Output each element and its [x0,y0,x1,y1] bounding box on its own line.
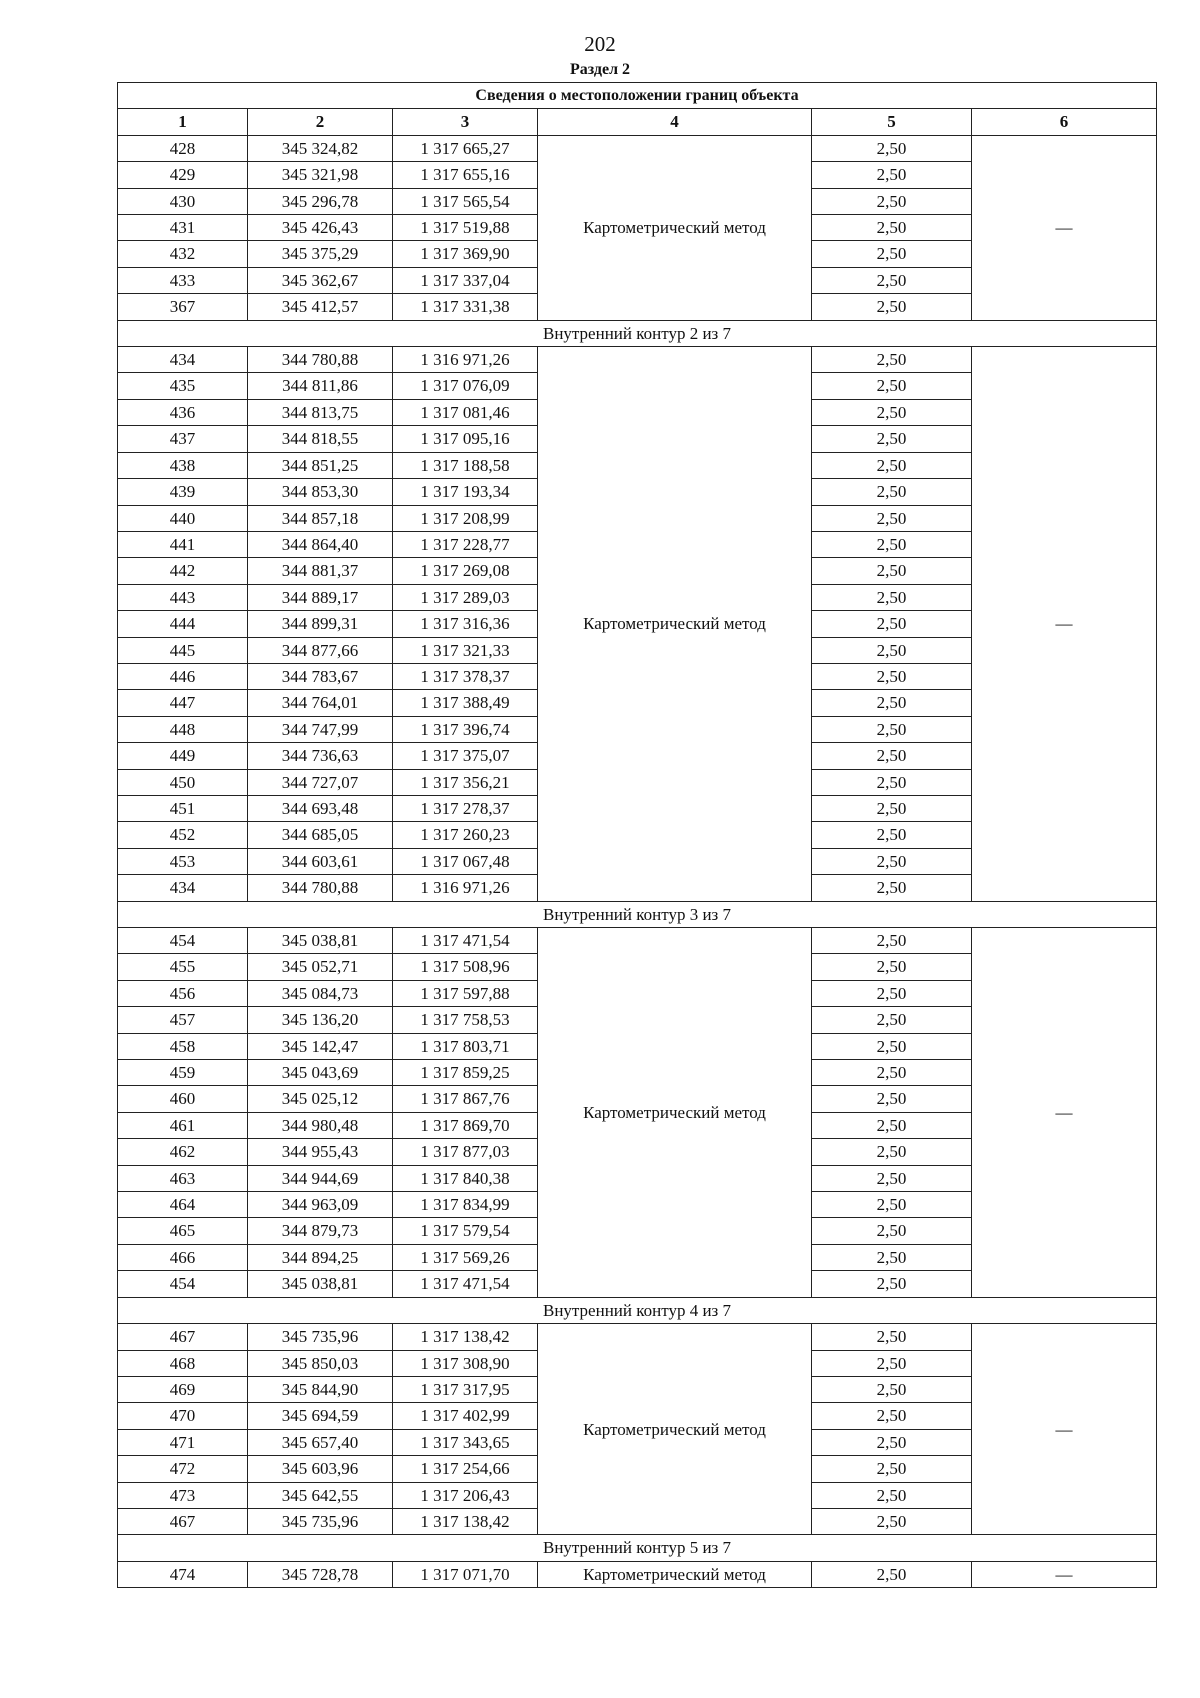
coordinate-y: 1 317 206,43 [393,1482,538,1508]
coordinate-x: 345 603,96 [248,1456,393,1482]
coordinate-x: 345 038,81 [248,1271,393,1297]
boundaries-table [117,82,1157,1588]
precision: 2,50 [812,1033,972,1059]
point-number: 431 [118,215,248,241]
point-number: 429 [118,162,248,188]
coordinate-x: 344 747,99 [248,716,393,742]
column-number: 2 [248,109,393,135]
coordinate-x: 344 980,48 [248,1112,393,1138]
contour-row [118,1535,1157,1561]
coordinate-y: 1 317 655,16 [393,162,538,188]
coordinate-y: 1 317 867,76 [393,1086,538,1112]
precision: 2,50 [812,1350,972,1376]
point-number: 445 [118,637,248,663]
precision: 2,50 [812,1218,972,1244]
coordinate-y: 1 317 859,25 [393,1060,538,1086]
coordinate-x: 345 694,59 [248,1403,393,1429]
coordinate-y: 1 317 337,04 [393,267,538,293]
point-number: 465 [118,1218,248,1244]
point-number: 463 [118,1165,248,1191]
precision: 2,50 [812,1086,972,1112]
precision: 2,50 [812,1192,972,1218]
precision: 2,50 [812,399,972,425]
precision: 2,50 [812,558,972,584]
precision: 2,50 [812,822,972,848]
coordinate-y: 1 317 869,70 [393,1112,538,1138]
precision: 2,50 [812,743,972,769]
point-number: 447 [118,690,248,716]
method-cell: Картометрический метод [538,1561,812,1587]
method-cell: Картометрический метод [538,928,812,1298]
coordinate-x: 344 818,55 [248,426,393,452]
coordinate-x: 345 296,78 [248,188,393,214]
coordinate-x: 344 853,30 [248,479,393,505]
method-cell: Картометрический метод [538,347,812,902]
coordinate-x: 344 780,88 [248,347,393,373]
coordinate-x: 345 362,67 [248,267,393,293]
coordinate-x: 344 851,25 [248,452,393,478]
precision: 2,50 [812,1429,972,1455]
coordinate-x: 344 864,40 [248,531,393,557]
point-number: 472 [118,1456,248,1482]
coordinate-x: 345 735,96 [248,1324,393,1350]
coordinate-y: 1 317 519,88 [393,215,538,241]
precision: 2,50 [812,1271,972,1297]
coordinate-y: 1 317 321,33 [393,637,538,663]
coordinate-x: 345 642,55 [248,1482,393,1508]
coordinate-y: 1 317 228,77 [393,531,538,557]
column-number: 3 [393,109,538,135]
coordinate-x: 344 877,66 [248,637,393,663]
point-number: 474 [118,1561,248,1587]
precision: 2,50 [812,848,972,874]
precision: 2,50 [812,1244,972,1270]
column-number: 1 [118,109,248,135]
point-number: 442 [118,558,248,584]
precision: 2,50 [812,1456,972,1482]
precision: 2,50 [812,479,972,505]
point-number: 471 [118,1429,248,1455]
precision: 2,50 [812,611,972,637]
coordinate-y: 1 317 254,66 [393,1456,538,1482]
precision: 2,50 [812,1007,972,1033]
table-caption: Сведения о местоположении границ объекта [118,83,1157,109]
coordinate-y: 1 317 396,74 [393,716,538,742]
coordinate-x: 344 894,25 [248,1244,393,1270]
contour-title: Внутренний контур 4 из 7 [118,1297,1157,1323]
precision: 2,50 [812,875,972,901]
coordinate-y: 1 317 067,48 [393,848,538,874]
column-number-row [118,109,1157,135]
coordinate-x: 344 879,73 [248,1218,393,1244]
coordinate-y: 1 317 188,58 [393,452,538,478]
coordinate-x: 344 963,09 [248,1192,393,1218]
page-number: 202 [584,32,616,56]
coordinate-x: 344 783,67 [248,663,393,689]
point-number: 439 [118,479,248,505]
point-number: 467 [118,1508,248,1534]
point-number: 473 [118,1482,248,1508]
point-number: 458 [118,1033,248,1059]
coordinate-y: 1 317 375,07 [393,743,538,769]
coordinate-x: 344 693,48 [248,795,393,821]
coordinate-y: 1 317 208,99 [393,505,538,531]
coordinate-x: 344 764,01 [248,690,393,716]
coordinate-x: 344 780,88 [248,875,393,901]
point-number: 436 [118,399,248,425]
point-number: 455 [118,954,248,980]
coordinate-y: 1 317 597,88 [393,980,538,1006]
point-number: 434 [118,875,248,901]
table-body [118,135,1157,1587]
coordinate-y: 1 317 316,36 [393,611,538,637]
coordinate-x: 344 603,61 [248,848,393,874]
point-number: 470 [118,1403,248,1429]
coordinate-y: 1 317 356,21 [393,769,538,795]
precision: 2,50 [812,1403,972,1429]
coordinate-x: 344 685,05 [248,822,393,848]
point-number: 443 [118,584,248,610]
coordinate-x: 344 944,69 [248,1165,393,1191]
coordinate-x: 345 043,69 [248,1060,393,1086]
precision: 2,50 [812,162,972,188]
coordinate-x: 344 813,75 [248,399,393,425]
point-number: 454 [118,1271,248,1297]
coordinate-y: 1 317 758,53 [393,1007,538,1033]
empty-dash-cell: — [972,135,1157,320]
empty-dash-cell: — [972,347,1157,902]
coordinate-y: 1 317 378,37 [393,663,538,689]
coordinate-x: 344 727,07 [248,769,393,795]
precision: 2,50 [812,1508,972,1534]
point-number: 434 [118,347,248,373]
point-number: 467 [118,1324,248,1350]
coordinate-x: 345 142,47 [248,1033,393,1059]
precision: 2,50 [812,928,972,954]
precision: 2,50 [812,795,972,821]
point-number: 462 [118,1139,248,1165]
coordinate-y: 1 317 331,38 [393,294,538,320]
coordinate-x: 344 881,37 [248,558,393,584]
precision: 2,50 [812,1165,972,1191]
contour-row [118,901,1157,927]
precision: 2,50 [812,637,972,663]
coordinate-y: 1 316 971,26 [393,347,538,373]
precision: 2,50 [812,584,972,610]
coordinate-y: 1 317 471,54 [393,928,538,954]
table-row [118,1324,1157,1350]
point-number: 367 [118,294,248,320]
table-row [118,135,1157,161]
coordinate-x: 345 324,82 [248,135,393,161]
precision: 2,50 [812,135,972,161]
coordinate-x: 345 375,29 [248,241,393,267]
point-number: 450 [118,769,248,795]
point-number: 435 [118,373,248,399]
point-number: 469 [118,1376,248,1402]
precision: 2,50 [812,347,972,373]
coordinate-y: 1 317 138,42 [393,1508,538,1534]
point-number: 449 [118,743,248,769]
section-title: Раздел 2 [569,61,631,78]
column-number: 6 [972,109,1157,135]
coordinate-y: 1 317 569,26 [393,1244,538,1270]
coordinate-x: 345 025,12 [248,1086,393,1112]
point-number: 452 [118,822,248,848]
empty-dash-cell: — [972,1561,1157,1587]
point-number: 437 [118,426,248,452]
coordinate-y: 1 317 269,08 [393,558,538,584]
precision: 2,50 [812,1139,972,1165]
coordinate-x: 344 857,18 [248,505,393,531]
point-number: 432 [118,241,248,267]
table-row [118,928,1157,954]
point-number: 448 [118,716,248,742]
coordinate-x: 345 052,71 [248,954,393,980]
coordinate-y: 1 317 579,54 [393,1218,538,1244]
coordinate-y: 1 317 317,95 [393,1376,538,1402]
point-number: 446 [118,663,248,689]
coordinate-x: 345 728,78 [248,1561,393,1587]
precision: 2,50 [812,373,972,399]
coordinate-x: 344 889,17 [248,584,393,610]
coordinate-x: 344 736,63 [248,743,393,769]
empty-dash-cell: — [972,928,1157,1298]
coordinate-y: 1 317 834,99 [393,1192,538,1218]
precision: 2,50 [812,1324,972,1350]
column-number: 5 [812,109,972,135]
point-number: 464 [118,1192,248,1218]
precision: 2,50 [812,294,972,320]
precision: 2,50 [812,716,972,742]
precision: 2,50 [812,769,972,795]
precision: 2,50 [812,1376,972,1402]
method-cell: Картометрический метод [538,1324,812,1535]
coordinate-y: 1 317 877,03 [393,1139,538,1165]
point-number: 468 [118,1350,248,1376]
coordinate-y: 1 317 260,23 [393,822,538,848]
point-number: 440 [118,505,248,531]
coordinate-x: 345 850,03 [248,1350,393,1376]
point-number: 466 [118,1244,248,1270]
contour-row [118,1297,1157,1323]
coordinate-x: 345 844,90 [248,1376,393,1402]
contour-title: Внутренний контур 2 из 7 [118,320,1157,346]
coordinate-y: 1 317 076,09 [393,373,538,399]
coordinate-y: 1 317 402,99 [393,1403,538,1429]
precision: 2,50 [812,267,972,293]
point-number: 430 [118,188,248,214]
coordinate-y: 1 317 565,54 [393,188,538,214]
coordinate-x: 345 136,20 [248,1007,393,1033]
contour-title: Внутренний контур 3 из 7 [118,901,1157,927]
precision: 2,50 [812,241,972,267]
point-number: 441 [118,531,248,557]
coordinate-y: 1 317 508,96 [393,954,538,980]
precision: 2,50 [812,980,972,1006]
coordinate-y: 1 317 665,27 [393,135,538,161]
precision: 2,50 [812,531,972,557]
coordinate-x: 344 899,31 [248,611,393,637]
coordinate-x: 345 038,81 [248,928,393,954]
coordinate-x: 344 811,86 [248,373,393,399]
coordinate-y: 1 317 343,65 [393,1429,538,1455]
coordinate-y: 1 317 803,71 [393,1033,538,1059]
point-number: 459 [118,1060,248,1086]
point-number: 461 [118,1112,248,1138]
precision: 2,50 [812,1060,972,1086]
coordinate-x: 345 084,73 [248,980,393,1006]
precision: 2,50 [812,426,972,452]
point-number: 457 [118,1007,248,1033]
coordinate-y: 1 317 193,34 [393,479,538,505]
point-number: 456 [118,980,248,1006]
coordinate-y: 1 317 388,49 [393,690,538,716]
coordinate-y: 1 317 081,46 [393,399,538,425]
precision: 2,50 [812,1561,972,1587]
point-number: 451 [118,795,248,821]
coordinate-y: 1 316 971,26 [393,875,538,901]
precision: 2,50 [812,188,972,214]
coordinate-y: 1 317 278,37 [393,795,538,821]
coordinate-y: 1 317 138,42 [393,1324,538,1350]
precision: 2,50 [812,215,972,241]
point-number: 453 [118,848,248,874]
coordinate-y: 1 317 071,70 [393,1561,538,1587]
precision: 2,50 [812,505,972,531]
table-row [118,347,1157,373]
precision: 2,50 [812,1112,972,1138]
method-cell: Картометрический метод [538,135,812,320]
coordinate-y: 1 317 471,54 [393,1271,538,1297]
coordinate-x: 344 955,43 [248,1139,393,1165]
coordinate-x: 345 735,96 [248,1508,393,1534]
precision: 2,50 [812,954,972,980]
coordinate-y: 1 317 369,90 [393,241,538,267]
table-row [118,1561,1157,1587]
point-number: 433 [118,267,248,293]
precision: 2,50 [812,690,972,716]
point-number: 460 [118,1086,248,1112]
precision: 2,50 [812,452,972,478]
point-number: 428 [118,135,248,161]
coordinate-y: 1 317 308,90 [393,1350,538,1376]
coordinate-y: 1 317 840,38 [393,1165,538,1191]
coordinate-x: 345 321,98 [248,162,393,188]
coordinate-x: 345 657,40 [248,1429,393,1455]
point-number: 444 [118,611,248,637]
point-number: 438 [118,452,248,478]
point-number: 454 [118,928,248,954]
precision: 2,50 [812,1482,972,1508]
precision: 2,50 [812,663,972,689]
coordinate-x: 345 426,43 [248,215,393,241]
column-number: 4 [538,109,812,135]
empty-dash-cell: — [972,1324,1157,1535]
coordinate-y: 1 317 095,16 [393,426,538,452]
coordinate-x: 345 412,57 [248,294,393,320]
coordinate-y: 1 317 289,03 [393,584,538,610]
contour-title: Внутренний контур 5 из 7 [118,1535,1157,1561]
contour-row [118,320,1157,346]
